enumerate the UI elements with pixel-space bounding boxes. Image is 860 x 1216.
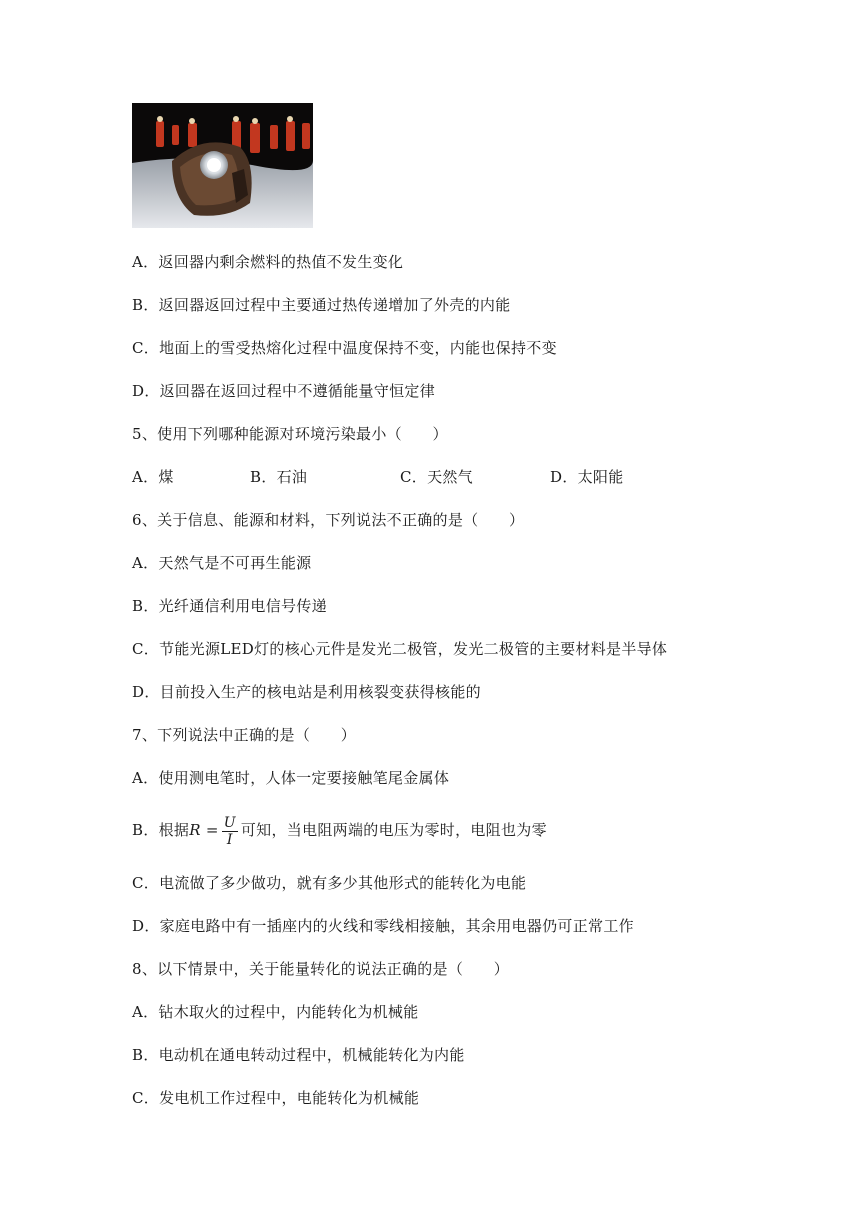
capsule-photo-illustration [132, 103, 313, 228]
q7-option-b-prefix: B．根据 [132, 821, 190, 839]
formula-lhs: R = [189, 821, 219, 839]
q5-option-c: C．天然气 [400, 468, 473, 486]
capsule-landing-photo [132, 103, 313, 228]
q4-option-c: C．地面上的雪受热熔化过程中温度保持不变，内能也保持不变 [132, 339, 557, 357]
q7-option-b-suffix: 可知，当电阻两端的电压为零时，电阻也为零 [240, 821, 547, 839]
q5-option-b: B．石油 [250, 468, 308, 486]
q5-option-d: D．太阳能 [550, 468, 624, 486]
q8-option-b: B．电动机在通电转动过程中，机械能转化为内能 [132, 1046, 465, 1064]
q7-option-d: D．家庭电路中有一插座内的火线和零线相接触，其余用电器仍可正常工作 [132, 917, 634, 935]
q6-stem: 6、关于信息、能源和材料，下列说法不正确的是（ ） [132, 511, 525, 529]
q6-option-b: B．光纤通信利用电信号传递 [132, 597, 327, 615]
q7-stem: 7、下列说法中正确的是（ ） [132, 726, 357, 744]
q4-option-b: B．返回器返回过程中主要通过热传递增加了外壳的内能 [132, 296, 511, 314]
q8-stem: 8、以下情景中，关于能量转化的说法正确的是（ ） [132, 960, 510, 978]
formula-fraction [222, 815, 238, 848]
q4-option-d: D．返回器在返回过程中不遵循能量守恒定律 [132, 382, 436, 400]
q7-option-a: A．使用测电笔时，人体一定要接触笔尾金属体 [132, 769, 450, 787]
formula-denominator: I [226, 831, 233, 848]
q6-option-a: A．天然气是不可再生能源 [132, 554, 312, 572]
formula-numerator: U [223, 814, 236, 831]
q6-option-c: C．节能光源LED灯的核心元件是发光二极管，发光二极管的主要材料是半导体 [132, 640, 668, 658]
q5-option-a: A．煤 [132, 468, 174, 486]
q7-option-c: C．电流做了多少做功，就有多少其他形式的能转化为电能 [132, 874, 527, 892]
q7-option-b [132, 812, 547, 848]
q8-option-c: C．发电机工作过程中，电能转化为机械能 [132, 1089, 420, 1107]
q8-option-a: A．钻木取火的过程中，内能转化为机械能 [132, 1003, 419, 1021]
q4-option-a: A．返回器内剩余燃料的热值不发生变化 [132, 253, 404, 271]
q5-stem: 5、使用下列哪种能源对环境污染最小（ ） [132, 425, 448, 443]
q6-option-d: D．目前投入生产的核电站是利用核裂变获得核能的 [132, 683, 481, 701]
